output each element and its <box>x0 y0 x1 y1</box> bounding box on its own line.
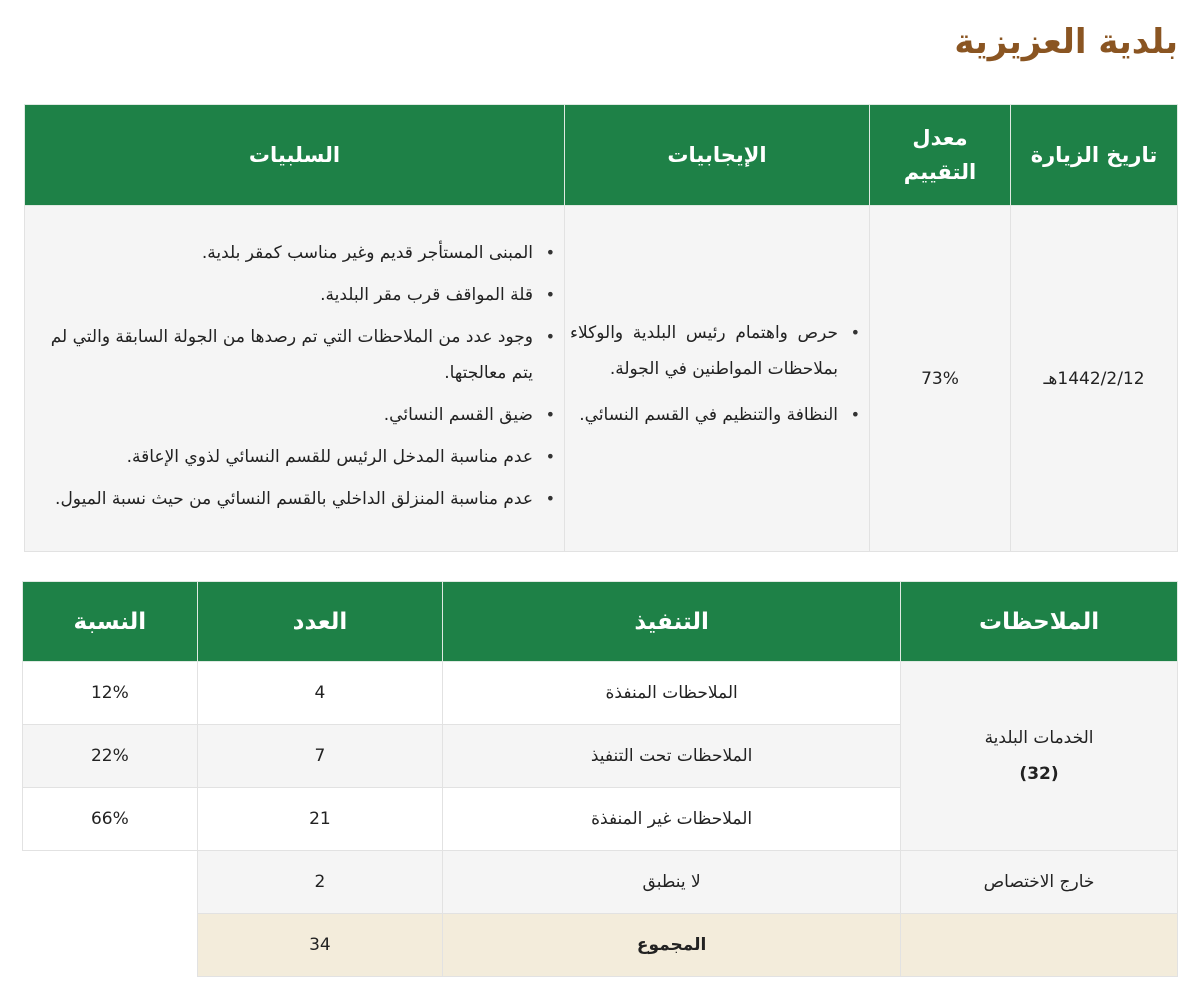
negative-item: • عدم مناسبة المنزلق الداخلي بالقسم النسائي من حيث نسبة الميول. <box>30 481 533 517</box>
total-count: 34 <box>197 914 442 977</box>
negative-item: • قلة المواقف قرب مقر البلدية. <box>30 277 533 313</box>
out-of-scope-row <box>23 851 1178 914</box>
service-group-count: (32) <box>1019 764 1059 784</box>
rating-cell: 73% <box>870 206 1011 552</box>
positives-header: الإيجابيات <box>565 105 870 206</box>
visit-data-row <box>25 206 1178 552</box>
count-cell: 7 <box>197 725 442 788</box>
total-label: المجموع <box>443 914 901 977</box>
negative-item: • ضيق القسم النسائي. <box>30 397 533 433</box>
service-group-label: الخدمات البلدية <box>984 728 1094 748</box>
service-group-cell <box>901 662 1178 851</box>
visit-summary-table <box>24 104 1178 552</box>
rating-header <box>870 105 1011 206</box>
negative-item: • عدم مناسبة المدخل الرئيس للقسم النسائي لذوي الإعاقة. <box>30 439 533 475</box>
table-row <box>23 662 1178 725</box>
negatives-list <box>26 235 563 517</box>
empty-cell <box>23 851 198 977</box>
execution-header: التنفيذ <box>443 582 901 662</box>
positive-item: • النظافة والتنظيم في القسم النسائي. <box>570 397 838 433</box>
execution-cell: الملاحظات المنفذة <box>443 662 901 725</box>
count-cell: 21 <box>197 788 442 851</box>
negative-item: • المبنى المستأجر قديم وغير مناسب كمقر بلدية. <box>30 235 533 271</box>
negatives-cell <box>25 206 565 552</box>
ratio-cell: 12% <box>23 662 198 725</box>
count-cell: 2 <box>197 851 442 914</box>
out-of-scope-label: خارج الاختصاص <box>901 851 1178 914</box>
ratio-header: النسبة <box>23 582 198 662</box>
positive-item: • حرص واهتمام رئيس البلدية والوكلاء بملاحظات المواطنين في الجولة. <box>570 315 838 387</box>
positives-list <box>566 315 868 433</box>
ratio-cell: 22% <box>23 725 198 788</box>
execution-cell: الملاحظات تحت التنفيذ <box>443 725 901 788</box>
negatives-header: السلبيات <box>25 105 565 206</box>
notes-stats-table <box>22 581 1178 977</box>
notes-header: الملاحظات <box>901 582 1178 662</box>
rating-header-line1: معدل <box>912 126 968 150</box>
visit-header-row <box>25 105 1178 206</box>
positives-cell <box>565 206 870 552</box>
rating-header-line2: التقييم <box>903 160 977 184</box>
negative-item: • وجود عدد من الملاحظات التي تم رصدها من الجولة السابقة والتي لم يتم معالجتها. <box>30 319 533 391</box>
page-title: بلدية العزيزية <box>954 22 1178 62</box>
empty-cell <box>901 914 1178 977</box>
stats-header-row <box>23 582 1178 662</box>
visit-date-header: تاريخ الزيارة <box>1011 105 1178 206</box>
ratio-cell: 66% <box>23 788 198 851</box>
visit-date-cell: 1442/2/12هـ <box>1011 206 1178 552</box>
execution-cell: لا ينطبق <box>443 851 901 914</box>
execution-cell: الملاحظات غير المنفذة <box>443 788 901 851</box>
count-cell: 4 <box>197 662 442 725</box>
count-header: العدد <box>197 582 442 662</box>
